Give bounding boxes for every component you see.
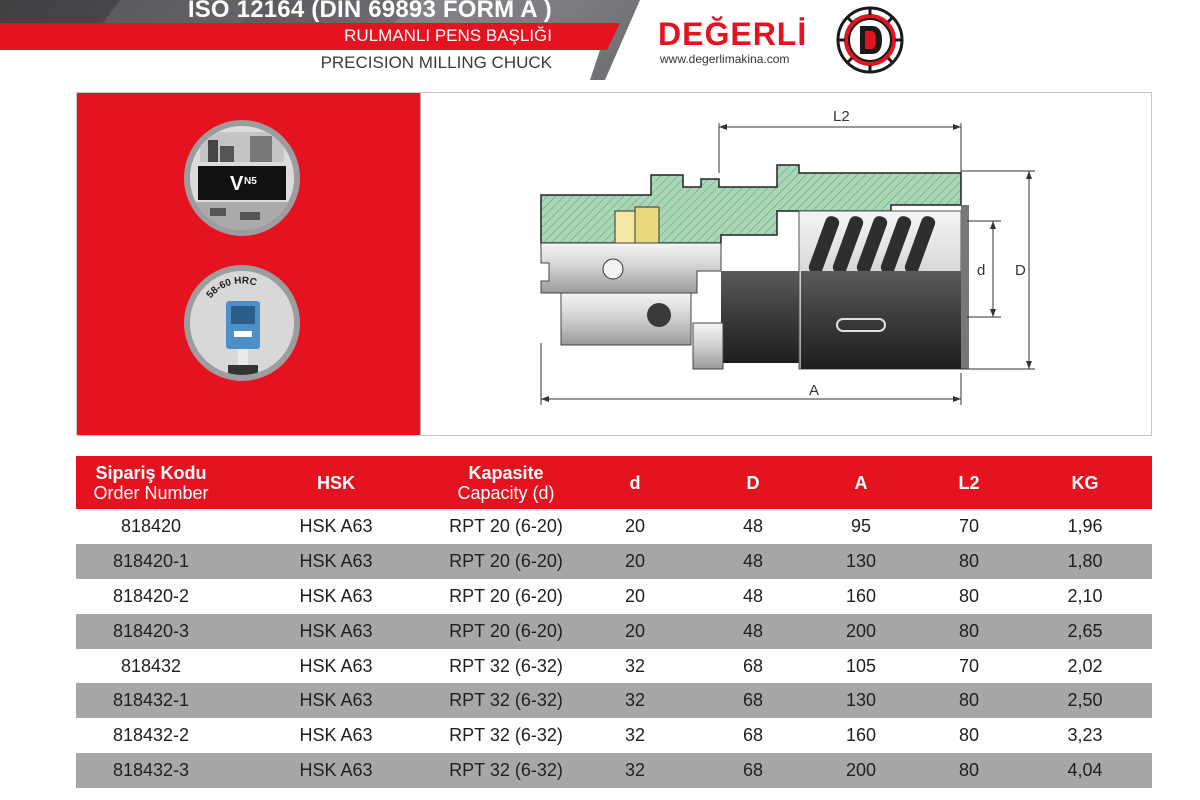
- brand-url: www.degerlimakina.com: [660, 52, 790, 66]
- cell-L2: 80: [958, 725, 980, 746]
- cell-D: 68: [704, 753, 802, 788]
- header-capacity-tr: Kapasite: [468, 462, 544, 483]
- vibration-badge-sub: N5: [244, 176, 257, 187]
- cell-KG: 2,50: [1018, 683, 1152, 718]
- cell-D: 68: [742, 655, 764, 676]
- cell-capacity: RPT 32 (6-32): [446, 753, 566, 788]
- brand-logo-icon: [836, 6, 904, 74]
- header-D: [704, 456, 802, 509]
- cell-d: 32: [624, 725, 646, 746]
- cell-A: 105: [845, 655, 877, 676]
- cell-capacity: RPT 20 (6-20): [449, 515, 563, 536]
- cell-order: 818420-3: [76, 614, 226, 649]
- cell-L2: 80: [920, 544, 1018, 579]
- cell-D: 48: [742, 515, 764, 536]
- header-L2-label: L2: [958, 472, 980, 493]
- dimension-label-l2: L2: [833, 108, 850, 125]
- subtitle-turkish: RULMANLI PENS BAŞLIĞI: [344, 26, 552, 45]
- cell-D: 48: [704, 544, 802, 579]
- cell-d: 20: [566, 544, 704, 579]
- table-row: [76, 753, 1152, 788]
- cell-D: 68: [742, 725, 764, 746]
- cell-L2: 70: [958, 655, 980, 676]
- cell-KG: 1,80: [1018, 544, 1152, 579]
- cell-order: 818432-1: [76, 683, 226, 718]
- header-d-label: d: [629, 472, 641, 493]
- cell-hsk: HSK A63: [299, 725, 373, 746]
- header-KG-label: KG: [1071, 472, 1099, 493]
- table-row: [76, 544, 1152, 579]
- cell-hsk: HSK A63: [226, 614, 446, 649]
- cell-KG: 2,65: [1018, 614, 1152, 649]
- cell-L2: 80: [920, 753, 1018, 788]
- cell-hsk: HSK A63: [299, 515, 373, 536]
- cell-L2: 70: [958, 515, 980, 536]
- cell-L2: 80: [958, 585, 980, 606]
- chuck-technical-drawing: [421, 93, 1151, 435]
- table-row: [76, 614, 1152, 649]
- feature-panel: [77, 93, 420, 435]
- header-A-label: A: [854, 472, 868, 493]
- header-L2: [920, 456, 1018, 509]
- cell-order: 818420-1: [76, 544, 226, 579]
- cell-d: 32: [566, 753, 704, 788]
- cell-order: 818432: [120, 655, 182, 676]
- cell-D: 68: [704, 683, 802, 718]
- dimension-label-d: d: [977, 262, 986, 279]
- cell-d: 20: [624, 585, 646, 606]
- header-capacity-en: Capacity (d): [457, 482, 555, 503]
- table-row: [76, 579, 1152, 614]
- cell-d: 32: [566, 683, 704, 718]
- brand-name: DEĞERLİ: [658, 16, 808, 52]
- hardness-tester-icon: [190, 271, 294, 375]
- cell-capacity: RPT 32 (6-32): [449, 725, 563, 746]
- cell-order: 818432-2: [112, 725, 190, 746]
- cell-order: 818420-2: [112, 585, 190, 606]
- cell-KG: 2,10: [1067, 585, 1103, 606]
- cell-A: 130: [802, 544, 920, 579]
- cell-hsk: HSK A63: [226, 753, 446, 788]
- cell-d: 20: [624, 515, 646, 536]
- header-capacity: [446, 456, 566, 509]
- cell-A: 95: [850, 515, 872, 536]
- cell-d: 20: [566, 614, 704, 649]
- cell-hsk: HSK A63: [299, 585, 373, 606]
- cell-d: 32: [624, 655, 646, 676]
- product-figure: [76, 92, 1152, 436]
- cell-capacity: RPT 32 (6-32): [449, 655, 563, 676]
- cell-capacity: RPT 20 (6-20): [446, 544, 566, 579]
- cell-A: 160: [845, 585, 877, 606]
- cell-hsk: HSK A63: [226, 683, 446, 718]
- cell-KG: 3,23: [1067, 725, 1103, 746]
- cell-L2: 80: [920, 614, 1018, 649]
- dimension-label-a: A: [809, 382, 820, 399]
- table-row: [76, 649, 1152, 684]
- machine-vibration-icon: [190, 126, 294, 230]
- header-hsk-label: HSK: [316, 472, 355, 493]
- cell-hsk: HSK A63: [299, 655, 373, 676]
- table-row: [76, 718, 1152, 753]
- vibration-badge: [184, 120, 300, 236]
- cell-KG: 4,04: [1018, 753, 1152, 788]
- dimension-label-D: D: [1015, 262, 1026, 279]
- header-d: [566, 456, 704, 509]
- cell-A: 160: [845, 725, 877, 746]
- table-header-row: [76, 456, 1152, 509]
- cell-A: 200: [802, 614, 920, 649]
- header-hsk: [226, 456, 446, 509]
- cell-D: 48: [704, 614, 802, 649]
- subtitle-english: PRECISION MILLING CHUCK: [320, 53, 552, 72]
- table-row: [76, 683, 1152, 718]
- cell-capacity: RPT 20 (6-20): [446, 614, 566, 649]
- table-row: [76, 509, 1152, 544]
- vibration-badge-text: V: [230, 173, 244, 195]
- cell-D: 48: [742, 585, 764, 606]
- cell-KG: 1,96: [1067, 515, 1103, 536]
- header-order-tr: Sipariş Kodu: [95, 462, 207, 483]
- specification-table: [76, 456, 1152, 788]
- cell-capacity: RPT 32 (6-32): [446, 683, 566, 718]
- header-KG: [1018, 456, 1152, 509]
- cell-capacity: RPT 20 (6-20): [449, 585, 563, 606]
- cell-order: 818432-3: [76, 753, 226, 788]
- header-order-en: Order Number: [93, 482, 209, 503]
- cell-KG: 2,02: [1067, 655, 1103, 676]
- page-title: ISO 12164 (DIN 69893 FORM A ): [187, 0, 552, 23]
- hardness-badge: [184, 265, 300, 381]
- header-D-label: D: [746, 472, 760, 493]
- hardness-badge-text: 58-60 HRC: [204, 275, 258, 301]
- cell-order: 818420: [120, 515, 182, 536]
- header-A: [802, 456, 920, 509]
- cell-L2: 80: [920, 683, 1018, 718]
- cell-A: 130: [802, 683, 920, 718]
- cell-hsk: HSK A63: [226, 544, 446, 579]
- header-order-number: [76, 456, 226, 509]
- cell-A: 200: [802, 753, 920, 788]
